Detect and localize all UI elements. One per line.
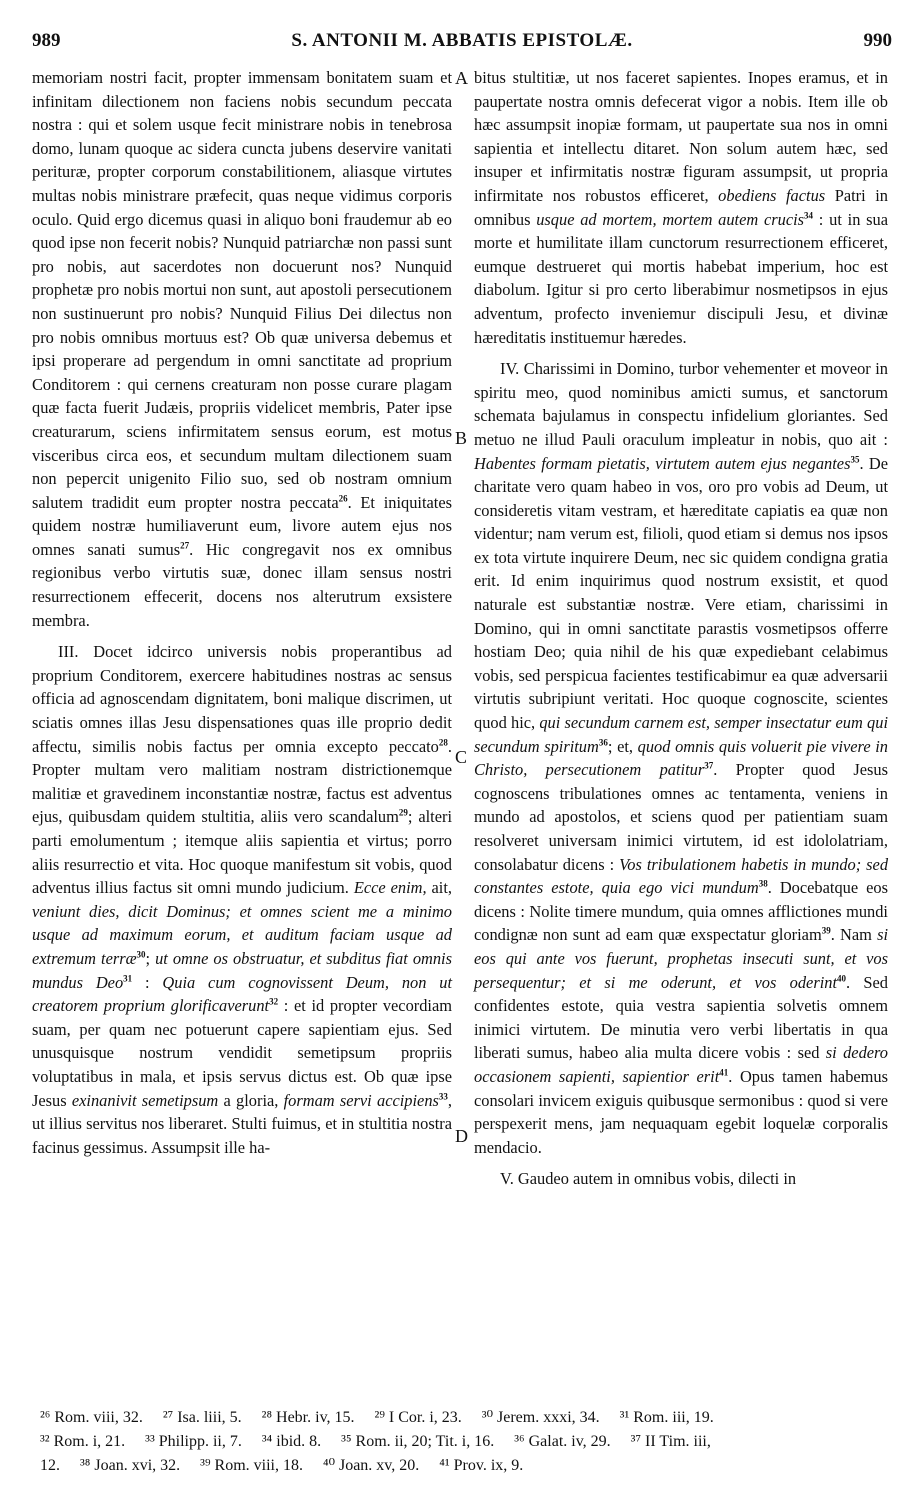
left-column [32,66,452,1159]
paragraph-continued: memoriam nostri facit, propter immensam bonitatem suam et infinitam dilectionem non faciens nobis secundum peccata nostra : qui et solem usque fecit ministrare nobis in tenebrosa domo, lunam quoque ac sidera cuncta jubens deservire vanitati perituræ, propter corporum constabilitionem, aliasque virtutes multas nobis ministrare præfecit, quas neque vidimus corporis oculo. Quid ergo dicemus quasi in aliquo boni fraudemur ab eo quod ipse non fecerit nobis? Nunquid patriarchæ non passi sunt pro nobis, aut sacerdotes non docuerunt nos? Nunquid prophetæ pro nobis mortui non sunt, aut apostoli persecutionem non sustinuerunt pro nobis? Nunquid Filius Dei dilectus non pro nobis omnibus mortuus est? Ob quæ universa debemus et ipsi properare ad pergendum in omni sanctitate ad proprium Conditorem : qui cernens creaturam non posse curare plagam quæ facta fuerit Judæis, propriis videlicet membris, Pater ipse creaturarum, sciens infirmitatem sensus eorum, est motus visceribus circa eos, et secundum multam dilectionem suam non pepercit unigenito Filio suo, sed ob nostram omnium salutem tradidit eum propter nostra peccata$^{26}$. Et iniquitates quidem nostræ humiliaverunt eum, livore autem ejus nos omnes sanati sumus$^{27}$. Hic congregavit nos ex omnibus regionibus verbo virtutis suæ, donec illam sensus nostri resurrectionem effecerit, docens nos alterutrum exsistere membra. [32,68,452,630]
footnote-ref: ³⁸ Joan. xvi, 32. [80,1457,181,1474]
footnote-ref: ³⁹ Rom. viii, 18. [200,1457,303,1474]
footnote-ref: ²⁸ Hebr. iv, 15. [261,1409,355,1426]
paragraph-continued-right: bitus stultitiæ, ut nos faceret sapientes. Inopes eramus, et in paupertate nostra omnis defecerat vigor a nobis. Item ille ob hæc assumpsit inopiæ formam, ut paupertate sua nos in omni sapientia et intellectu ditaret. Non solum autem hæc, sed insuper et infirmitatis nostræ figuram assumpsit, ut propria infirmitate nos robustos efficeret, obediens factus Patri in omnibus usque ad mortem, mortem autem crucis$^{34}$ : ut in sua morte et humilitate illam cunctorum resurrectionem efficeret, eumque destrueret qui mortis habebat imperium, hoc est diabolum. Igitur si pro certo liberabimur nosmetipsos in ejus adventum, profecto inveniemur discipuli Jesu, et divinæ hæreditatis instituemur hæredes. [474,68,889,347]
footnote-line-1 [40,1406,884,1430]
paragraph-iii: III. Docet idcirco universis nobis properantibus ad proprium Conditorem, exercere habitudines nostras ac sensus officia ad agnoscendam dignitatem, boni malique discrimen, ut sciatis omnes illas Jesu dispensationes quas ille proprio dedit affectu, similis nobis factus per omnia excepto peccato$^{28}$. Propter multam vero malitiam nostram districtionemque malitiæ et gravedinem inconstantiæ nostræ, factus est adventus ejus, quibusdam quidem stultitia, aliis vero scandalum$^{29}$; alteri parti emolumentum ; itemque aliis sapientia et virtus; porro aliis resurrectio et vita. Hoc quoque manifestum sit vobis, quod adventus illius factus sit omni mundo judicium. Ecce enim, ait, veniunt dies, dicit Dominus; et omnes scient me a minimo usque ad maximum eorum, et auditum faciam usque ad extremum terræ$^{30}$; ut omne os obstruatur, et subditus fiat omnis mundus Deo$^{31}$ : Quia cum cognovissent Deum, non ut creatorem proprium glorificaverunt$^{32}$ : et id propter vecordiam suam, per quam nec potuerunt capere sapientiam ejus. Sed unusquisque nostrum vendidit semetipsum propriis voluptatibus in mala, et ipsis servus dictus est. Ob quæ ipse Jesus exinanivit semetipsum a gloria, formam servi accipiens$^{33}$, ut illius servitus nos liberaret. Stulti fuimus, et in stultitia nostra facinus gessimus. Assumpsit ille ha- [32,642,453,1157]
right-column [474,66,888,1191]
margin-marker-b: B [455,428,468,448]
paragraph-iv: IV. Charissimi in Domino, turbor vehementer et moveor in spiritu meo, quod nominibus amicti sumus, et sanctorum schemata bajulamus in conspectu infidelium gloriantes. Sed metuo ne illud Pauli oraculum impleatur in nobis, quo ait : Habentes formam pietatis, virtutem autem ejus negantes$^{35}$. De charitate vero quam habeo in vos, oro pro vobis ad Deum, ut consideretis vitam vestram, et hæreditate capiatis ea quæ non videntur; nam verum est, filioli, quod etiam si demus nos ipsos ex tota virtute inquirere Deum, nec sic quidem condigna gratia erit. Id enim inquirimus quod nostrum exsistit, et quod naturale est substantiæ nostræ. Vere etiam, charissimi in Domino, qui in omni sanctitate parastis vosmetipsos offerre hostiam Deo; quia nihil de his quæ expediebant celabimus vobis, sed perspicua facientes testificabimur ea quæ adversarii virtutis subripiunt veritati. Hoc quoque cognoscite, scientes quod hic, qui secundum carnem est, semper insectatur eum qui secundum spiritum$^{36}$; et, quod omnis quis voluerit pie vivere in Christo, persecutionem patitur$^{37}$. Propter quod Jesus cognoscens tribulationes omnes ac tentamenta, veniens in mundo ad apostolos, et sciens quod per patientiam suam resolveret universam inimici virtutem, id est idololatriam, consolabatur dicens : Vos tribulationem habetis in mundo; sed constantes estote, quia ego vici mundum$^{38}$. Docebatque eos dicens : Nolite timere mundum, quia omnes afflictiones mundi condignæ non sunt ad eam quæ exspectatur gloriam$^{39}$. Nam si eos qui ante vos fuerunt, prophetas insecuti sunt, et vos persequentur; et si me oderunt, et vos oderint$^{40}$. Sed confidentes estote, quia vestra sapientia solvetis omnem inimici virtutem. De minutia vero verbi libertatis in qua liberati sumus, habeo alia multa dicere vobis : sed si dedero occasionem sapienti, sapientior erit$^{41}$. Opus tamen habemus consolari invicem exiguis quibusque sermonibus : quod si vere perspexerit mens, jam nequaquam egebit loquelæ corporalis mendacio. [474,359,889,1157]
footnote-ref: 12. [40,1457,60,1474]
footnotes [40,1406,884,1478]
footnote-ref: ²⁶ Rom. viii, 32. [40,1409,143,1426]
paragraph-v: V. Gaudeo autem in omnibus vobis, dilecti in [500,1169,797,1189]
running-title: S. ANTONII M. ABBATIS EPISTOLÆ. [291,30,633,51]
footnote-ref: ²⁹ I Cor. i, 23. [374,1409,462,1426]
margin-marker-c: C [455,747,468,767]
margin-marker-d: D [455,1126,468,1146]
footnote-ref: ⁴¹ Prov. ix, 9. [439,1457,524,1474]
footnote-ref: ³² Rom. i, 21. [40,1433,126,1450]
page-header [32,30,892,60]
footnote-ref: ³⁰ Jerem. xxxi, 34. [481,1409,600,1426]
footnote-ref: ³⁶ Galat. iv, 29. [514,1433,611,1450]
footnote-line-3 [40,1454,884,1478]
footnote-ref: ³⁵ Rom. ii, 20; Tit. i, 16. [341,1433,495,1450]
page-number-right: 990 [863,30,892,51]
footnote-ref: ²⁷ Isa. liii, 5. [162,1409,242,1426]
footnote-ref: ³¹ Rom. iii, 19. [619,1409,714,1426]
footnote-ref: ⁴⁰ Joan. xv, 20. [322,1457,420,1474]
footnote-ref: ³⁴ ibid. 8. [261,1433,322,1450]
margin-marker-a: A [455,68,468,88]
footnote-ref: ³³ Philipp. ii, 7. [145,1433,242,1450]
footnote-ref: ³⁷ II Tim. iii, [630,1433,711,1450]
footnote-line-2 [40,1430,884,1454]
page-number-left: 989 [32,30,61,51]
